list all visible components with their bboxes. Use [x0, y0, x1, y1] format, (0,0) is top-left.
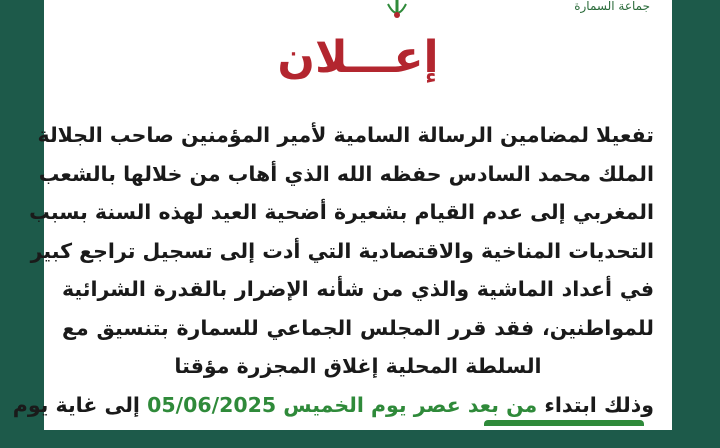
truncated-next-line: [62, 420, 654, 430]
date-line-end: إلى غاية يوم: [12, 392, 148, 417]
page-title: إعـــلان: [277, 32, 439, 83]
date-highlight: من بعد عصر يوم الخميس 05/06/2025: [147, 392, 538, 417]
body-line: في أعداد الماشية والذي من شأنه الإضرار بالقدرة الشرائية: [62, 277, 654, 301]
municipality-name: جماعة السمارة: [574, 0, 650, 13]
body-line: للمواطنين، فقد قرر المجلس الجماعي للسمارة بتنسيق مع: [62, 315, 654, 340]
body-line: التحديات المناخية والاقتصادية التي أدت إلى تسجيل تراجع كبير: [30, 238, 654, 263]
date-line-start: وذلك ابتداء: [537, 392, 654, 417]
royal-emblem-icon: [384, 0, 410, 20]
announcement-page: [12, 0, 672, 430]
body-line: تفعيلا لمضامين الرسالة السامية لأمير المؤمنين صاحب الجلالة: [37, 123, 654, 147]
body-line: الملك محمد السادس حفظه الله الذي أهاب من خلالها بالشعب: [38, 161, 654, 186]
right-frame-strip: [672, 0, 720, 430]
announcement-body: [12, 116, 654, 424]
body-line: السلطة المحلية إغلاق المجزرة مؤقتا: [174, 354, 542, 378]
body-line: المغربي إلى عدم القيام بشعيرة أضحية العيد لهذه السنة بسبب: [29, 200, 654, 224]
date-line: [12, 386, 654, 425]
